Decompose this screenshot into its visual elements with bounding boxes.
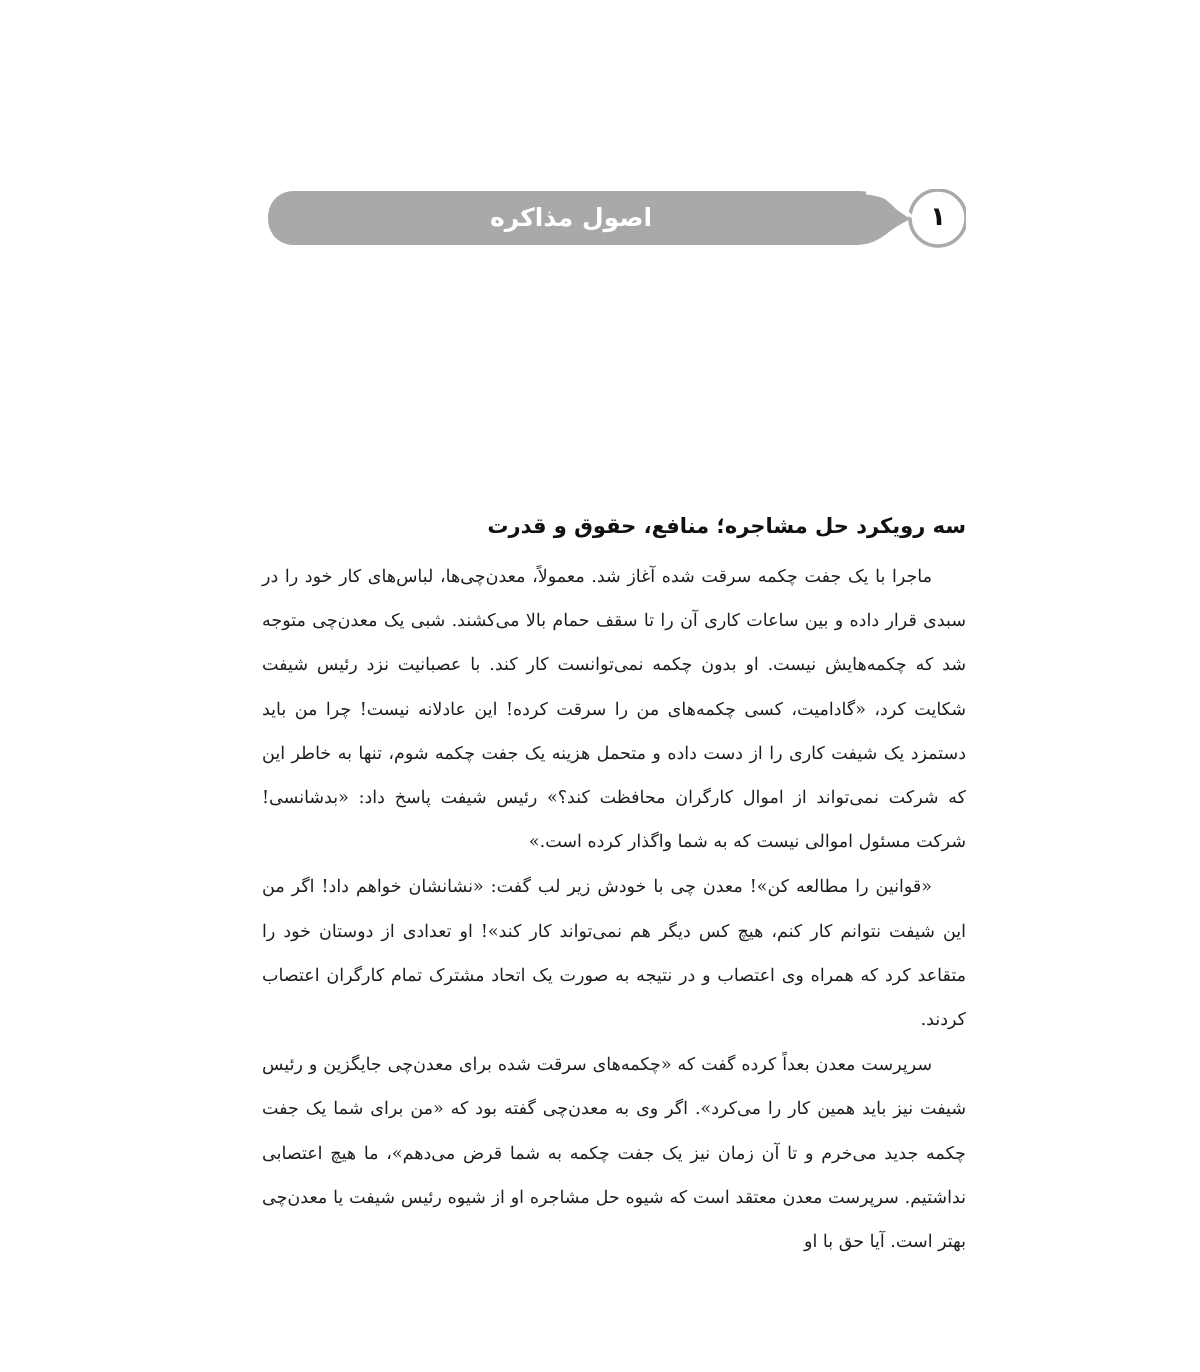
chapter-title: اصول مذاکره <box>489 202 653 232</box>
paragraph-2: «قوانین را مطالعه کن»! معدن چی با خودش زیر لب گفت: «نشانشان خواهم داد! اگر من این شیفت نتوانم کار کنم، هیچ کس دیگر هم نمی‌تواند کار کند»! او تعدادی از دوستان خود را متقاعد کرد که همراه وی اعتصاب و در نتیجه به صورت یک اتحاد مشترک تمام کارگران اعتصاب کردند. <box>262 877 966 1031</box>
chapter-number: ۱ <box>930 202 946 232</box>
paragraph-1: ماجرا با یک جفت چکمه سرقت شده آغاز شد. معمولاً، معدن‌چی‌ها، لباس‌های کار خود را در سبدی قرار داده و بین ساعات کاری آن را تا سقف حمام بالا می‌کشند. شبی یک معدن‌چی متوجه شد که چکمه‌هایش نیست. او بدون چکمه نمی‌توانست کار کند. با عصبانیت نزد رئیس شیفت شکایت کرد، «گادامیت، کسی چکمه‌های من را سرقت کرده! این عادلانه نیست! چرا من باید دستمزد یک شیفت کاری را از دست داده و متحمل هزینه یک جفت چکمه شوم، تنها به خاطر این که شرکت نمی‌تواند از اموال کارگران محافظت کند؟» رئیس شیفت پاسخ داد: «بدشانسی! شرکت مسئول اموالی نیست که به شما واگذار کرده است.» <box>262 567 966 853</box>
section-heading: سه رویکرد حل مشاجره؛ منافع، حقوق و قدرت <box>487 514 966 538</box>
page-content <box>262 506 966 1264</box>
chapter-banner <box>266 189 966 253</box>
paragraph-3: سرپرست معدن بعداً کرده گفت که «چکمه‌های سرقت شده برای معدن‌چی جایگزین و رئیس شیفت نیز باید همین کار را می‌کرد». اگر وی به معدن‌چی گفته بود که «من برای شما یک جفت چکمه جدید می‌خرم و تا آن زمان نیز یک جفت چکمه به شما قرض می‌دهم»، ما هیچ اعتصابی نداشتیم. سرپرست معدن معتقد است که شیوه حل مشاجره او از شیوه رئیس شیفت یا معدن‌چی بهتر است. آیا حق با او <box>262 1055 966 1253</box>
